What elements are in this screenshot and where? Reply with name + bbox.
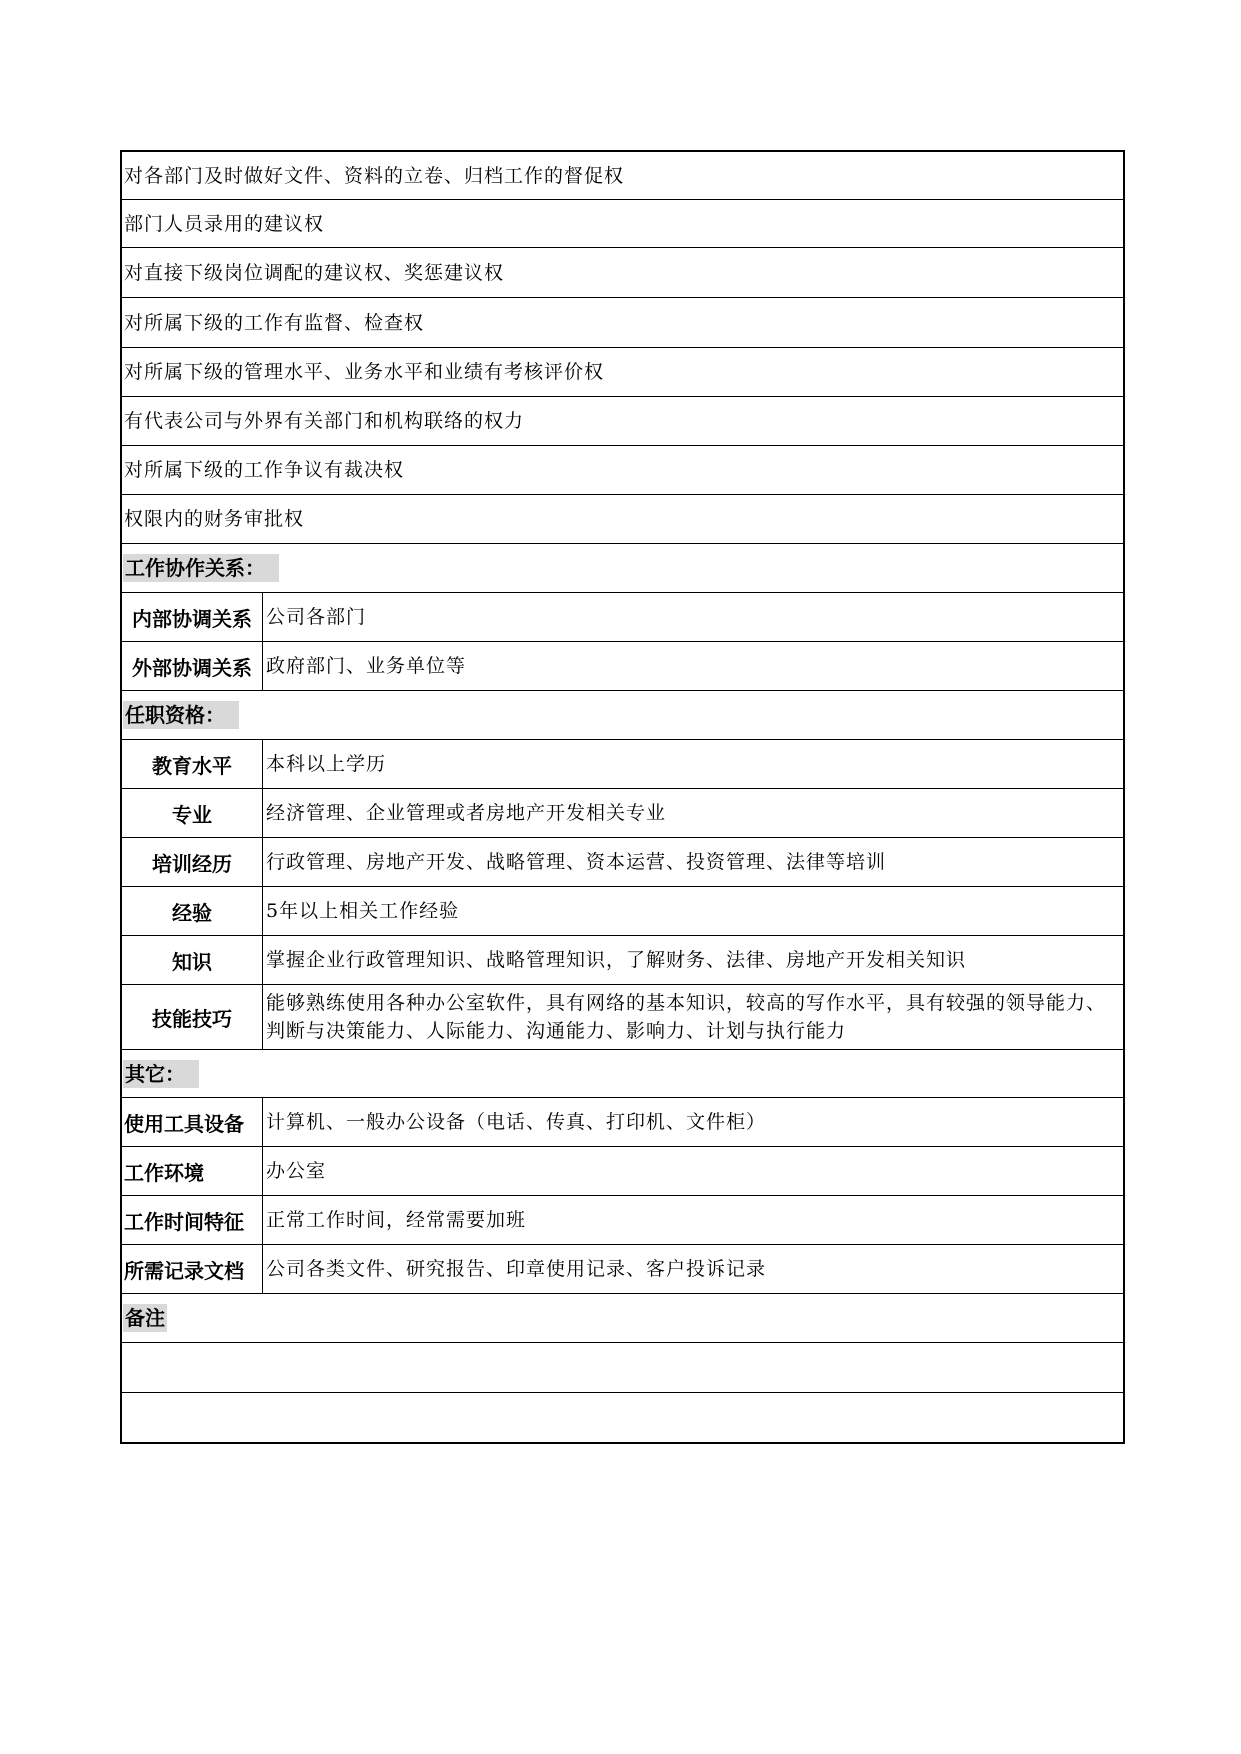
experience-row <box>122 887 1123 936</box>
environment-value: 办公室 <box>266 1160 327 1182</box>
work-time-label: 工作时间特征 <box>122 1196 263 1244</box>
tools-row <box>122 1098 1123 1147</box>
rights-row <box>122 298 1123 348</box>
training-label: 培训经历 <box>122 838 263 886</box>
training-row <box>122 838 1123 887</box>
rights-item: 对直接下级岗位调配的建议权、奖惩建议权 <box>124 261 505 284</box>
external-coordination-row <box>122 642 1123 691</box>
rights-row <box>122 397 1123 446</box>
major-label: 专业 <box>122 789 263 837</box>
notes-line-text <box>122 1393 1123 1442</box>
knowledge-value: 掌握企业行政管理知识、战略管理知识，了解财务、法律、房地产开发相关知识 <box>266 949 967 971</box>
rights-row <box>122 200 1123 248</box>
rights-item: 对所属下级的工作有监督、检查权 <box>124 311 425 334</box>
rights-item: 有代表公司与外界有关部门和机构联络的权力 <box>124 410 525 432</box>
section-qualifications-title: 任职资格： <box>123 701 239 729</box>
section-other-row <box>122 1050 1123 1098</box>
knowledge-label: 知识 <box>122 936 263 984</box>
training-value: 行政管理、房地产开发、战略管理、资本运营、投资管理、法律等培训 <box>266 851 887 873</box>
skills-row <box>122 985 1123 1050</box>
internal-coordination-label: 内部协调关系 <box>122 593 263 641</box>
major-row <box>122 789 1123 838</box>
environment-label: 工作环境 <box>122 1147 263 1195</box>
rights-row <box>122 495 1123 544</box>
section-notes-row <box>122 1294 1123 1343</box>
education-label: 教育水平 <box>122 740 263 788</box>
section-collaboration-row <box>122 544 1123 593</box>
section-notes-title: 备注 <box>125 1306 165 1330</box>
rights-item: 对各部门及时做好文件、资料的立卷、归档工作的督促权 <box>124 164 625 187</box>
work-time-value: 正常工作时间，经常需要加班 <box>266 1209 527 1231</box>
section-other-title: 其它： <box>123 1060 199 1088</box>
environment-row <box>122 1147 1123 1196</box>
rights-item: 权限内的财务审批权 <box>124 508 305 530</box>
notes-line <box>122 1393 1123 1442</box>
education-row <box>122 740 1123 789</box>
job-description-table <box>120 150 1125 1444</box>
rights-item: 对所属下级的管理水平、业务水平和业绩有考核评价权 <box>124 361 605 383</box>
experience-label: 经验 <box>122 887 263 935</box>
skills-label: 技能技巧 <box>122 985 263 1049</box>
skills-value: 能够熟练使用各种办公室软件，具有网络的基本知识，较高的写作水平，具有较强的领导能力、判断与决策能力、人际能力、沟通能力、影响力、计划与执行能力 <box>266 992 1107 1042</box>
tools-value: 计算机、一般办公设备（电话、传真、打印机、文件柜） <box>266 1111 767 1133</box>
rights-row <box>122 248 1123 298</box>
rights-row <box>122 152 1123 200</box>
internal-coordination-value: 公司各部门 <box>266 606 367 628</box>
rights-row <box>122 446 1123 495</box>
external-coordination-value: 政府部门、业务单位等 <box>266 655 467 677</box>
knowledge-row <box>122 936 1123 985</box>
major-value: 经济管理、企业管理或者房地产开发相关专业 <box>266 802 667 824</box>
section-qualifications-row <box>122 691 1123 740</box>
records-row <box>122 1245 1123 1294</box>
tools-label: 使用工具设备 <box>122 1098 263 1146</box>
internal-coordination-row <box>122 593 1123 642</box>
notes-line <box>122 1343 1123 1393</box>
rights-row <box>122 348 1123 397</box>
rights-item: 部门人员录用的建议权 <box>124 212 325 235</box>
rights-item: 对所属下级的工作争议有裁决权 <box>124 459 405 481</box>
experience-value: 5年以上相关工作经验 <box>266 900 460 922</box>
notes-line-text <box>122 1343 1123 1392</box>
records-label: 所需记录文档 <box>122 1245 263 1293</box>
records-value: 公司各类文件、研究报告、印章使用记录、客户投诉记录 <box>266 1258 767 1280</box>
section-collaboration-title: 工作协作关系： <box>123 554 279 582</box>
education-value: 本科以上学历 <box>266 753 387 775</box>
work-time-row <box>122 1196 1123 1245</box>
external-coordination-label: 外部协调关系 <box>122 642 263 690</box>
